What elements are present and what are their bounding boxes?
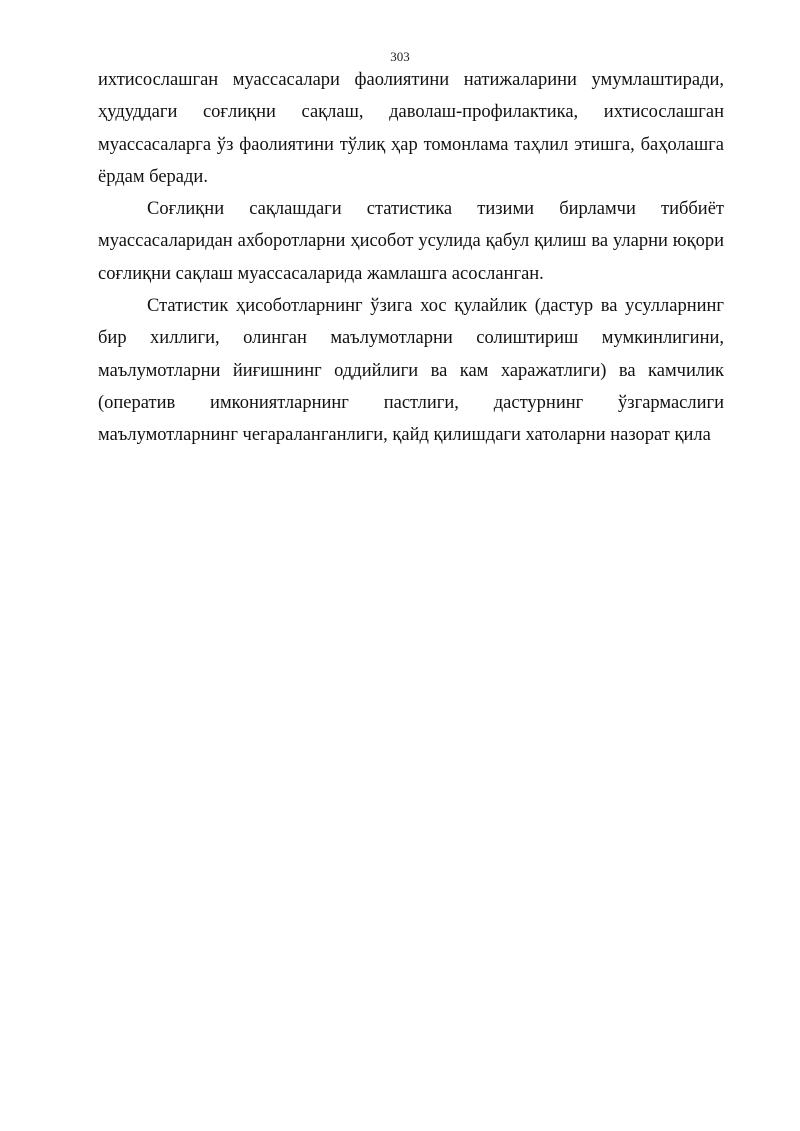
- paragraph-statistics-system: Соғлиқни сақлашдаги статистика тизими бирламчи тиббиёт муассасаларидан ахборотларни ҳисобот усулида қабул қилиш ва уларни юқори соғлиқни сақлаш муассасаларида жамлашга асосланган.: [98, 199, 724, 284]
- page-number: 303: [390, 49, 410, 64]
- paragraph-statistical-reports: Статистик ҳисоботларнинг ўзига хос қулайлик (дастур ва усулларнинг бир хиллиги, олинган маълумотларни солиштириш мумкинлигини, маълумотларни йиғишнинг оддийлиги ва кам харажатлиги) ва камчилик (оператив имкониятларнинг пастлиги, дастурнинг ўзгармаслиги маълумотларнинг чегараланганлиги, қайд қилишдаги хатоларни назорат қила: [98, 296, 724, 446]
- paragraph-continuation: ихтисослашган муассасалари фаолиятини натижаларини умумлаштиради, ҳудуддаги соғлиқни сақлаш, даволаш-профилактика, ихтисослашган муассасаларга ўз фаолиятини тўлиқ ҳар томонлама таҳлил этишга, баҳолашга ёрдам беради.: [98, 70, 724, 187]
- page-body: [98, 64, 724, 452]
